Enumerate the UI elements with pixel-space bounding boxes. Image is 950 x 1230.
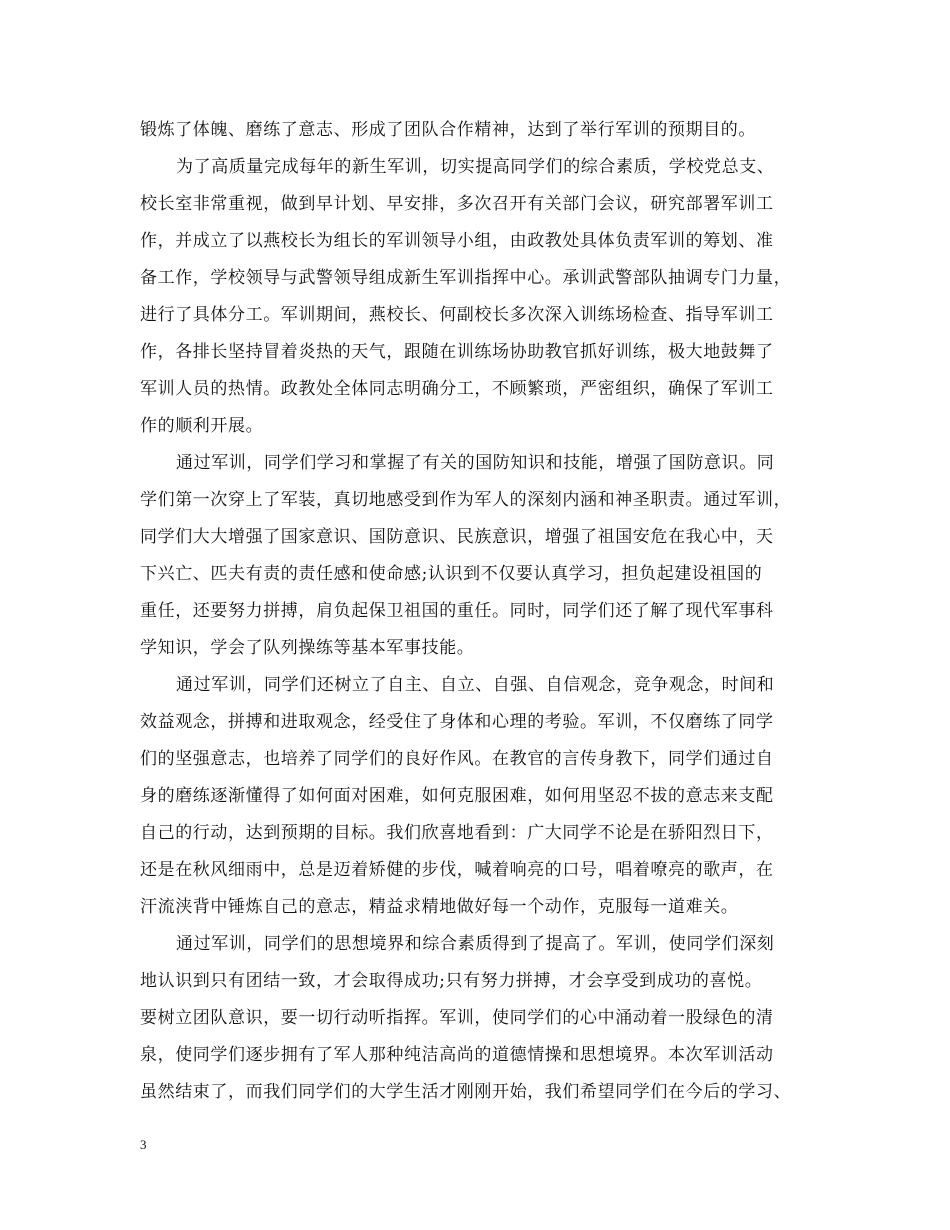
text-line: 地认识到只有团结一致，才会取得成功;只有努力拼搏，才会享受到成功的喜悦。 (140, 971, 763, 991)
text-line: 自己的行动，达到预期的目标。我们欣喜地看到：广大同学不论是在骄阳烈日下， (140, 823, 774, 843)
text-line: 军训人员的热情。政教处全体同志明确分工，不顾繁琐，严密组织，确保了军训工 (140, 379, 774, 399)
text-line: 要树立团队意识，要一切行动听指挥。军训，使同学们的心中涌动着一股绿色的清 (140, 1008, 774, 1028)
text-line: 学们第一次穿上了军装，真切地感受到作为军人的深刻内涵和神圣职责。通过军训， (140, 490, 792, 510)
text-line: 下兴亡、匹夫有责的责任感和使命感;认识到不仅要认真学习，担负起建设祖国的 (140, 564, 763, 584)
text-line: 锻炼了体魄、磨练了意志、形成了团队合作精神，达到了举行军训的预期目的。 (140, 120, 756, 140)
text-line: 重任，还要努力拼搏，肩负起保卫祖国的重任。同时，同学们还了解了现代军事科 (140, 601, 774, 621)
text-line: 还是在秋风细雨中，总是迈着矫健的步伐，喊着响亮的口号，唱着嘹亮的歌声，在 (140, 860, 774, 880)
text-line: 作，并成立了以燕校长为组长的军训领导小组，由政教处具体负责军训的筹划、准 (140, 231, 774, 251)
text-line: 作的顺利开展。 (140, 416, 264, 436)
text-line: 效益观念，拼搏和进取观念，经受住了身体和心理的考验。军训，不仅磨练了同学 (140, 712, 774, 732)
text-line: 备工作，学校领导与武警领导组成新生军训指挥中心。承训武警部队抽调专门力量， (140, 268, 792, 288)
text-line: 们的坚强意志，也培养了同学们的良好作风。在教官的言传身教下，同学们通过自 (140, 749, 774, 769)
text-line: 学知识，学会了队列操练等基本军事技能。 (140, 638, 475, 658)
page-number: 3 (140, 1137, 147, 1152)
text-line: 校长室非常重视，做到早计划、早安排，多次召开有关部门会议，研究部署军训工 (140, 194, 774, 214)
text-line: 身的磨练逐渐懂得了如何面对困难，如何克服困难，如何用坚忍不拔的意志来支配 (140, 786, 774, 806)
paragraph-first-line: 为了高质量完成每年的新生军训，切实提高同学们的综合素质，学校党总支、 (176, 157, 775, 177)
text-line: 汗流浃背中锤炼自己的意志，精益求精地做好每一个动作，克服每一道难关。 (140, 897, 739, 917)
text-line: 作，各排长坚持冒着炎热的天气，跟随在训练场协助教官抓好训练，极大地鼓舞了 (140, 342, 774, 362)
paragraph-first-line: 通过军训，同学们的思想境界和综合素质得到了提高了。军训，使同学们深刻 (176, 934, 775, 954)
text-line: 泉，使同学们逐步拥有了军人那种纯洁高尚的道德情操和思想境界。本次军训活动 (140, 1045, 774, 1065)
text-line: 进行了具体分工。军训期间，燕校长、何副校长多次深入训练场检查、指导军训工 (140, 305, 774, 325)
paragraph-first-line: 通过军训，同学们还树立了自主、自立、自强、自信观念，竞争观念，时间和 (176, 675, 775, 695)
text-line: 同学们大大增强了国家意识、国防意识、民族意识，增强了祖国安危在我心中，天 (140, 527, 774, 547)
paragraph-first-line: 通过军训，同学们学习和掌握了有关的国防知识和技能，增强了国防意识。同 (176, 453, 775, 473)
text-line: 虽然结束了，而我们同学们的大学生活才刚刚开始，我们希望同学们在今后的学习、 (140, 1082, 792, 1102)
